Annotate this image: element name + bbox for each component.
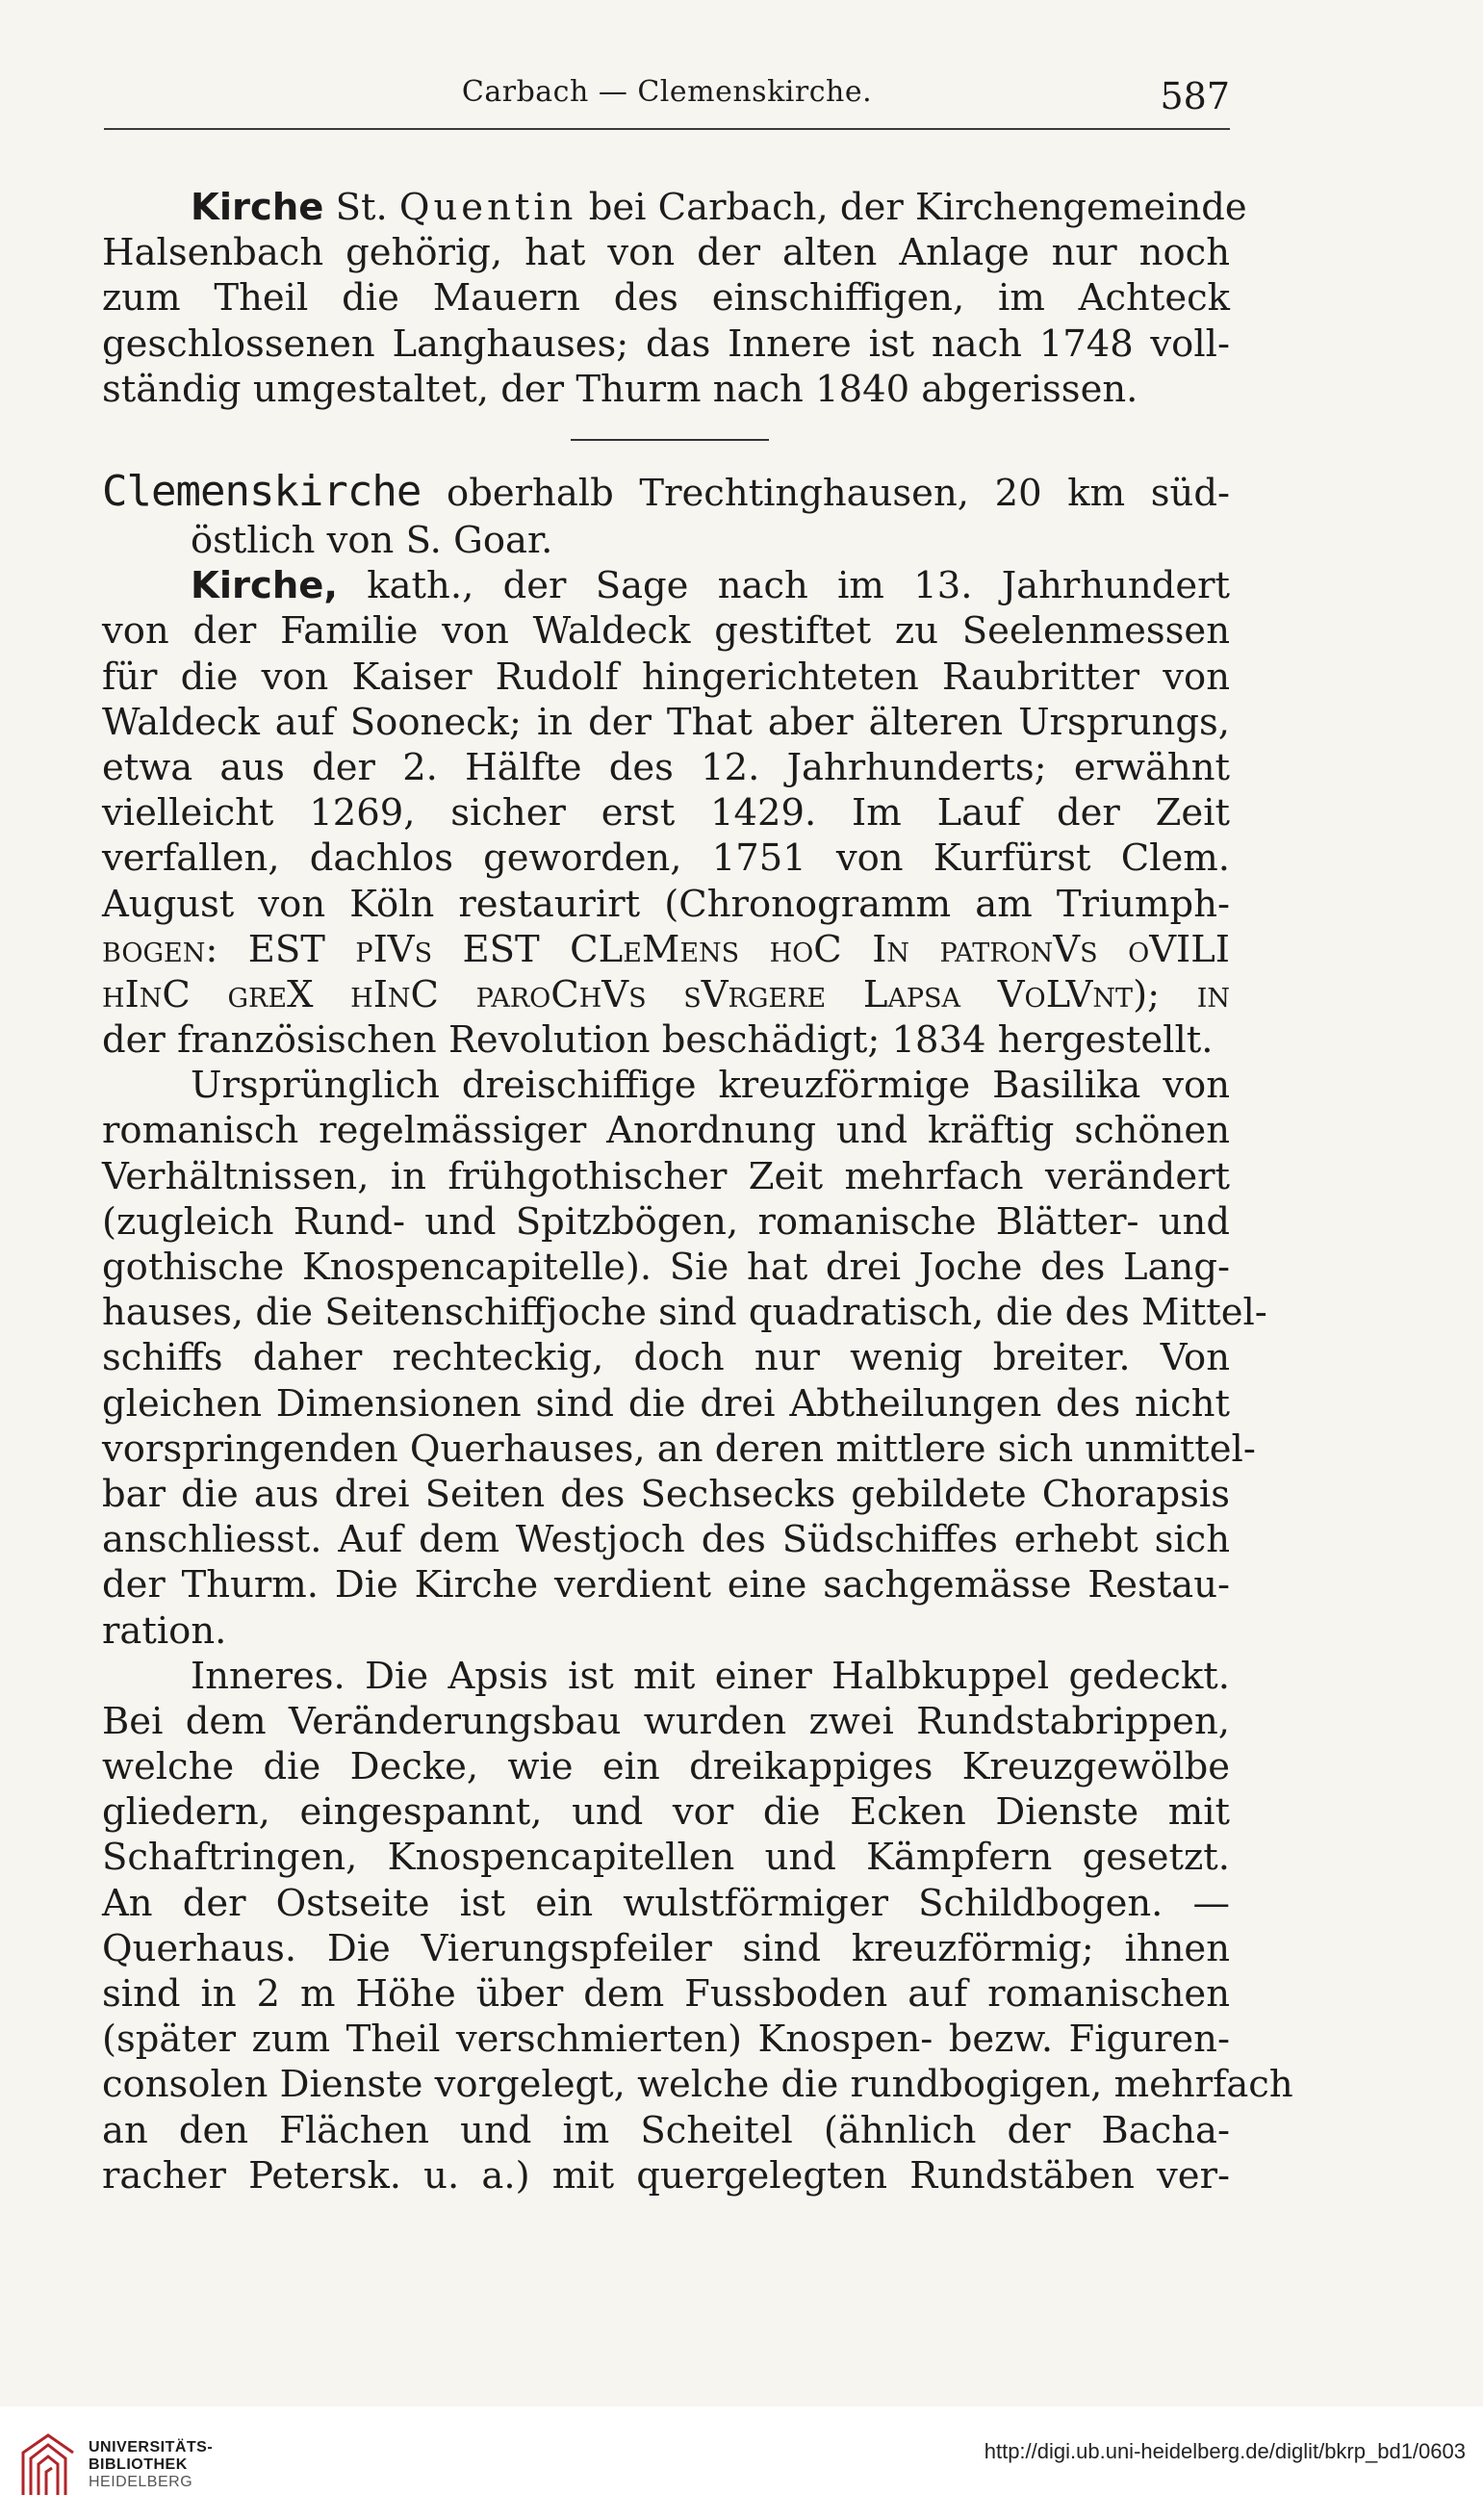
text-run: bei Carbach, der Kirchengemeinde xyxy=(576,186,1247,229)
section-separator xyxy=(571,439,769,441)
text-line: vielleicht 1269, sicher erst 1429. Im Lauf der Zeit xyxy=(102,791,1230,836)
text-line: sind in 2 m Höhe über dem Fussboden auf romanischen xyxy=(102,1972,1230,2016)
heading-rest: oberhalb Trechtinghausen, 20 km süd- xyxy=(421,472,1230,515)
text-line: (später zum Theil verschmierten) Knospen- bezw. Figuren- xyxy=(102,2018,1230,2062)
text-line: anschliesst. Auf dem Westjoch des Südschiffes erhebt sich xyxy=(102,1518,1230,1562)
text-line: von der Familie von Waldeck gestiftet zu Seelenmessen xyxy=(102,609,1230,654)
spaced-name: Quentin xyxy=(398,186,577,229)
permalink-url[interactable]: http://digi.ub.uni-heidelberg.de/diglit/bkrp_bd1/0603 xyxy=(984,2439,1466,2463)
section-heading: Clemenskirche xyxy=(102,467,422,516)
text-line: Querhaus. Die Vierungspfeiler sind kreuzförmig; ihnen xyxy=(102,1926,1230,1970)
text-line: ration. xyxy=(102,1608,227,1653)
text-line: racher Petersk. u. a.) mit quergelegten Rundstäben ver- xyxy=(102,2153,1230,2198)
text-line: August von Köln restaurirt (Chronogramm am Triumph- xyxy=(102,882,1230,926)
logo-graphic xyxy=(13,2424,87,2505)
text-line: etwa aus der 2. Hälfte des 12. Jahrhunderts; erwähnt xyxy=(102,745,1230,789)
library-name-line: UNIVERSITÄTS- xyxy=(89,2439,214,2456)
library-name-line: BIBLIOTHEK xyxy=(89,2456,188,2473)
text-line: der Thurm. Die Kirche verdient eine sachgemässe Restau- xyxy=(102,1563,1230,1607)
text-line: der französischen Revolution beschädigt; 1834 hergestellt. xyxy=(102,1018,1214,1063)
text-line: geschlossenen Langhauses; das Innere ist nach 1748 voll- xyxy=(102,321,1230,366)
text-line: welche die Decke, wie ein dreikappiges Kreuzgewölbe xyxy=(102,1745,1230,1789)
text-run: St. xyxy=(323,186,399,229)
text-line: romanisch regelmässiger Anordnung und kräftig schönen xyxy=(102,1109,1230,1153)
text-line: Verhältnissen, in frühgothischer Zeit mehrfach verändert xyxy=(102,1154,1230,1198)
running-head-title: Carbach — Clemenskirche. xyxy=(461,75,873,109)
text-line: für die von Kaiser Rudolf hingerichteten Raubritter von xyxy=(102,655,1230,699)
text-line xyxy=(102,185,1247,230)
library-name xyxy=(89,2439,213,2491)
quentin-paragraph xyxy=(102,185,1247,412)
university-library-logo-icon xyxy=(13,2424,87,2505)
text-line: verfallen, dachlos geworden, 1751 von Kurfürst Clem. xyxy=(102,836,1230,881)
digitization-footer xyxy=(0,2406,1483,2520)
text-line: Schaftringen, Knospencapitellen und Kämpfern gesetzt. xyxy=(102,1836,1230,1880)
text-line: gleichen Dimensionen sind die drei Abtheilungen des nicht xyxy=(102,1381,1230,1426)
text-line: ständig umgestaltet, der Thurm nach 1840 abgerissen. xyxy=(102,367,1138,411)
page-number: 587 xyxy=(1160,75,1230,117)
text-line: bar die aus drei Seiten des Sechsecks gebildete Chorapsis xyxy=(102,1472,1230,1516)
kirche-label: Kirche, xyxy=(191,564,338,608)
text-line: Waldeck auf Sooneck; in der That aber älteren Ursprungs, xyxy=(102,700,1230,744)
text-run: kath., der Sage nach im 13. Jahrhundert xyxy=(338,564,1230,608)
heading-line-2: östlich von S. Goar. xyxy=(191,519,553,562)
running-head xyxy=(104,75,1230,123)
text-line: gliedern, eingespannt, und vor die Ecken Dienste mit xyxy=(102,1790,1230,1835)
text-line: Bei dem Veränderungsbau wurden zwei Rundstabrippen, xyxy=(102,1699,1230,1743)
text-line: zum Theil die Mauern des einschiffigen, im Achteck xyxy=(102,276,1230,321)
chronogram-line: bogen: EST pIVs EST CLeMens hoC In patronVs oVILI xyxy=(102,927,1230,971)
text-line: gothische Knospencapitelle). Sie hat drei Joche des Lang- xyxy=(102,1246,1230,1289)
kirche-label: Kirche xyxy=(191,186,324,229)
header-rule xyxy=(104,128,1230,130)
text-line: consolen Dienste vorgelegt, welche die rundbogigen, mehrfach xyxy=(102,2063,1293,2107)
text-line xyxy=(102,563,1230,608)
text-line: (zugleich Rund- und Spitzbögen, romanische Blätter- und xyxy=(102,1199,1230,1244)
text-line: vorspringenden Querhauses, an deren mittlere sich unmittel- xyxy=(102,1427,1256,1471)
clemenskirche-section xyxy=(102,466,1293,2199)
text-line: hauses, die Seitenschiffjoche sind quadratisch, die des Mittel- xyxy=(102,1291,1267,1335)
chronogram-line: hInC greX hInC paroChVs sVrgere Lapsa VoLVnt); in xyxy=(102,972,1230,1016)
text-line: Halsenbach gehörig, hat von der alten Anlage nur noch xyxy=(102,231,1230,275)
text-line: Inneres. Die Apsis ist mit einer Halbkuppel gedeckt. xyxy=(191,1654,1230,1698)
text-line: an den Flächen und im Scheitel (ähnlich der Bacha- xyxy=(102,2108,1230,2152)
heading-line xyxy=(102,466,1230,518)
text-line: schiffs daher rechteckig, doch nur wenig breiter. Von xyxy=(102,1336,1230,1380)
text-line: Ursprünglich dreischiffige kreuzförmige Basilika von xyxy=(191,1064,1230,1108)
library-name-line: HEIDELBERG xyxy=(89,2474,193,2490)
text-line: An der Ostseite ist ein wulstförmiger Schildbogen. — xyxy=(102,1881,1230,1925)
